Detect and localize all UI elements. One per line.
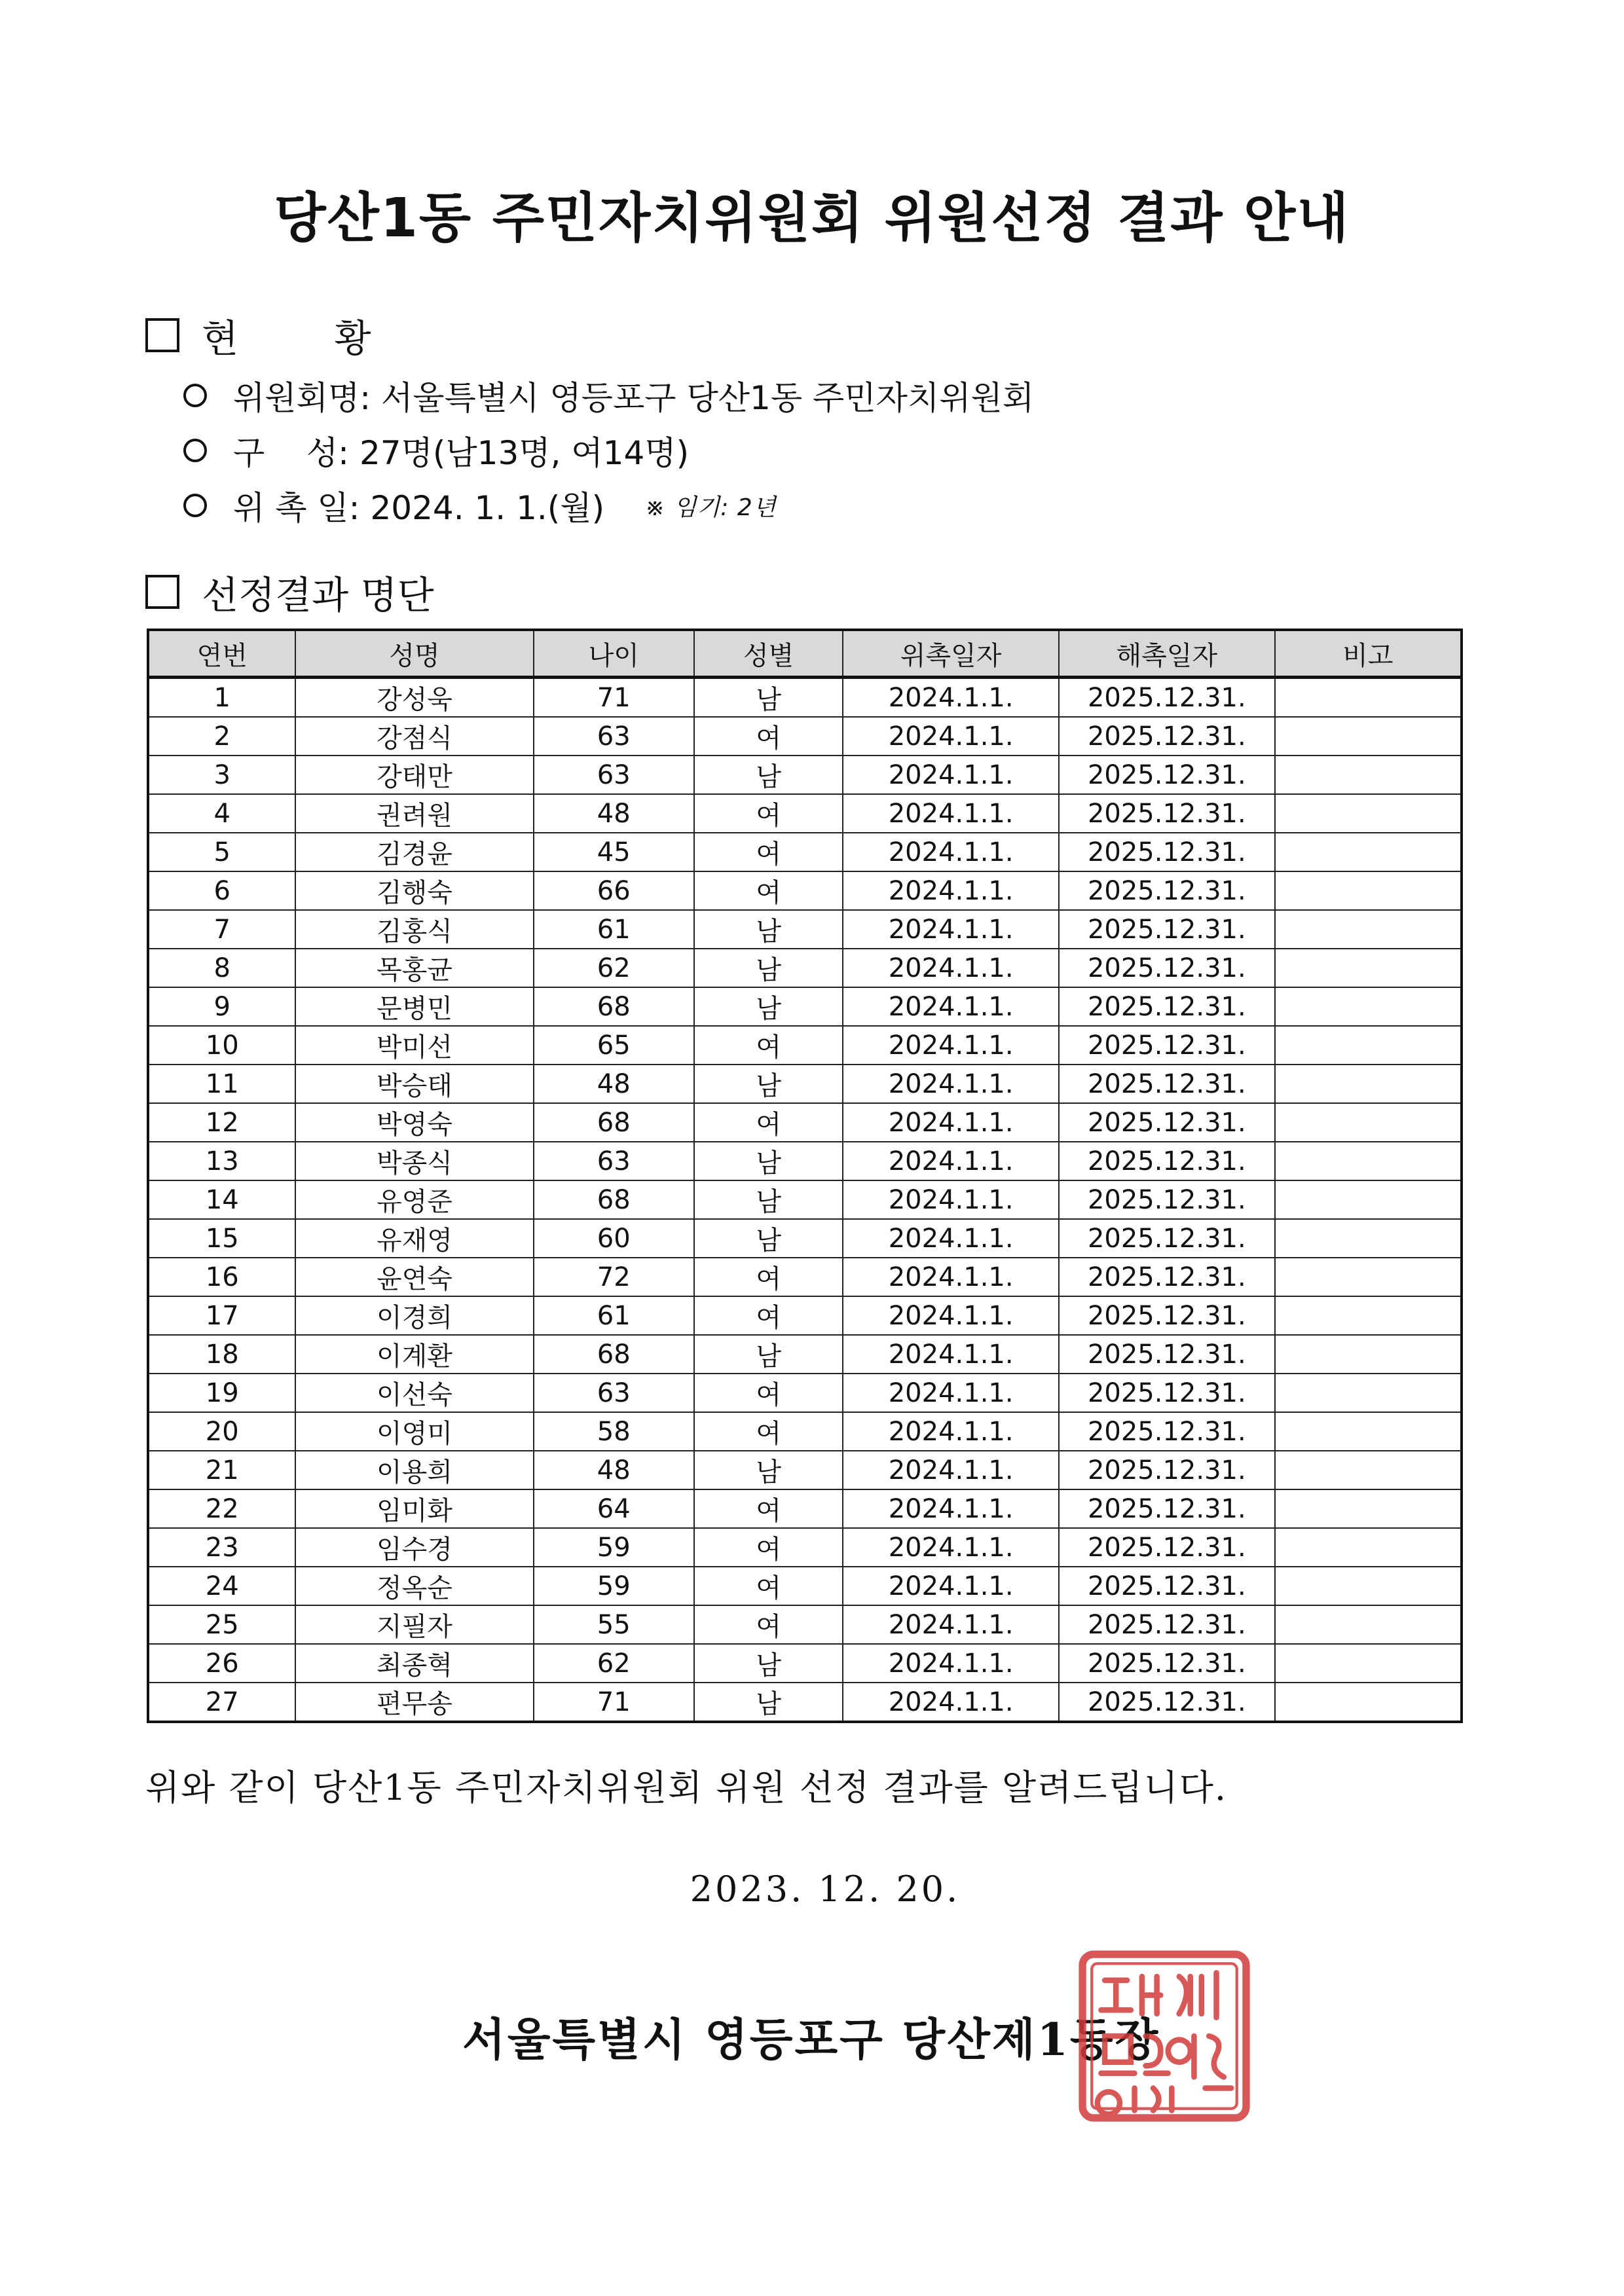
table-row bbox=[148, 1683, 1462, 1722]
table-cell: 이경희 bbox=[295, 1296, 533, 1335]
table-cell: 남 bbox=[694, 1180, 843, 1219]
table-cell: 48 bbox=[534, 1451, 694, 1489]
table-cell: 2025.12.31. bbox=[1059, 1065, 1275, 1103]
table-cell: 63 bbox=[534, 717, 694, 756]
table-cell: 2024.1.1. bbox=[843, 1142, 1059, 1180]
table-row bbox=[148, 1644, 1462, 1683]
table-cell: 편무송 bbox=[295, 1683, 533, 1722]
table-cell: 2024.1.1. bbox=[843, 1451, 1059, 1489]
table-cell: 남 bbox=[694, 1644, 843, 1683]
table-cell bbox=[1275, 756, 1462, 794]
roster-heading-label: 선정결과 명단 bbox=[202, 573, 434, 617]
table-cell: 59 bbox=[534, 1567, 694, 1605]
table-cell: 여 bbox=[694, 794, 843, 833]
checkbox-square-icon bbox=[145, 318, 179, 352]
table-cell: 여 bbox=[694, 1103, 843, 1142]
table-cell: 61 bbox=[534, 910, 694, 949]
table-cell: 박승태 bbox=[295, 1065, 533, 1103]
column-header: 연번 bbox=[148, 630, 295, 678]
table-cell: 2025.12.31. bbox=[1059, 1451, 1275, 1489]
table-cell: 2025.12.31. bbox=[1059, 1335, 1275, 1374]
table-cell: 임미화 bbox=[295, 1489, 533, 1528]
table-cell bbox=[1275, 1026, 1462, 1065]
table-row bbox=[148, 678, 1462, 718]
document-title: 당산1동 주민자치위원회 위원선정 결과 안내 bbox=[274, 187, 1350, 249]
status-item-label: 구 성: bbox=[233, 434, 350, 472]
table-cell: 2024.1.1. bbox=[843, 1296, 1059, 1335]
table-cell bbox=[1275, 910, 1462, 949]
table-cell: 여 bbox=[694, 871, 843, 910]
table-cell: 박영숙 bbox=[295, 1103, 533, 1142]
table-cell: 4 bbox=[148, 794, 295, 833]
table-cell: 문병민 bbox=[295, 987, 533, 1026]
table-cell: 15 bbox=[148, 1219, 295, 1258]
closing-message: 위와 같이 당산1동 주민자치위원회 위원 선정 결과를 알려드립니다. bbox=[145, 1767, 1228, 1808]
table-cell: 68 bbox=[534, 1103, 694, 1142]
table-cell: 2025.12.31. bbox=[1059, 756, 1275, 794]
table-cell: 권려원 bbox=[295, 794, 533, 833]
table-cell bbox=[1275, 1065, 1462, 1103]
table-cell: 2024.1.1. bbox=[843, 910, 1059, 949]
table-cell: 63 bbox=[534, 756, 694, 794]
table-cell: 여 bbox=[694, 1605, 843, 1644]
table-row bbox=[148, 1335, 1462, 1374]
table-row bbox=[148, 1605, 1462, 1644]
table-cell: 지필자 bbox=[295, 1605, 533, 1644]
table-cell bbox=[1275, 1489, 1462, 1528]
table-header-row bbox=[148, 630, 1462, 678]
table-cell: 남 bbox=[694, 1142, 843, 1180]
table-cell: 여 bbox=[694, 1528, 843, 1567]
table-cell bbox=[1275, 1335, 1462, 1374]
table-cell: 2024.1.1. bbox=[843, 678, 1059, 718]
table-row bbox=[148, 1142, 1462, 1180]
table-cell: 17 bbox=[148, 1296, 295, 1335]
table-cell: 남 bbox=[694, 1683, 843, 1722]
table-row bbox=[148, 910, 1462, 949]
table-cell: 2025.12.31. bbox=[1059, 910, 1275, 949]
table-cell: 21 bbox=[148, 1451, 295, 1489]
table-cell: 2024.1.1. bbox=[843, 1412, 1059, 1451]
table-row bbox=[148, 987, 1462, 1026]
table-cell: 2024.1.1. bbox=[843, 1683, 1059, 1722]
table-cell: 남 bbox=[694, 1451, 843, 1489]
table-cell: 2024.1.1. bbox=[843, 717, 1059, 756]
table-cell: 5 bbox=[148, 833, 295, 871]
table-cell: 강태만 bbox=[295, 756, 533, 794]
column-header: 위촉일자 bbox=[843, 630, 1059, 678]
table-row bbox=[148, 949, 1462, 987]
table-cell: 2025.12.31. bbox=[1059, 1683, 1275, 1722]
table-cell: 2025.12.31. bbox=[1059, 1412, 1275, 1451]
table-cell: 2024.1.1. bbox=[843, 1644, 1059, 1683]
table-cell: 강점식 bbox=[295, 717, 533, 756]
table-cell bbox=[1275, 794, 1462, 833]
table-cell: 68 bbox=[534, 1180, 694, 1219]
table-row bbox=[148, 1412, 1462, 1451]
table-cell: 2024.1.1. bbox=[843, 871, 1059, 910]
table-row bbox=[148, 1374, 1462, 1412]
table-cell: 2025.12.31. bbox=[1059, 1219, 1275, 1258]
table-cell: 최종혁 bbox=[295, 1644, 533, 1683]
table-cell: 강성욱 bbox=[295, 678, 533, 718]
table-cell: 62 bbox=[534, 949, 694, 987]
column-header: 성별 bbox=[694, 630, 843, 678]
bullet-circle-icon bbox=[183, 439, 207, 462]
table-cell: 68 bbox=[534, 1335, 694, 1374]
table-body bbox=[148, 678, 1462, 1722]
table-cell: 2024.1.1. bbox=[843, 1065, 1059, 1103]
signatory: 서울특별시 영등포구 당산제1동장 bbox=[462, 2014, 1160, 2066]
table-cell: 2025.12.31. bbox=[1059, 1374, 1275, 1412]
table-cell: 이계환 bbox=[295, 1335, 533, 1374]
table-cell: 유영준 bbox=[295, 1180, 533, 1219]
table-cell: 남 bbox=[694, 756, 843, 794]
table-cell bbox=[1275, 987, 1462, 1026]
table-cell: 2025.12.31. bbox=[1059, 949, 1275, 987]
table-cell: 3 bbox=[148, 756, 295, 794]
table-row bbox=[148, 1103, 1462, 1142]
table-cell: 9 bbox=[148, 987, 295, 1026]
table-cell: 2024.1.1. bbox=[843, 1258, 1059, 1296]
table-row bbox=[148, 833, 1462, 871]
table-cell: 2024.1.1. bbox=[843, 1026, 1059, 1065]
table-cell: 7 bbox=[148, 910, 295, 949]
table-cell bbox=[1275, 1644, 1462, 1683]
table-row bbox=[148, 1180, 1462, 1219]
table-row bbox=[148, 1219, 1462, 1258]
table-cell: 23 bbox=[148, 1528, 295, 1567]
table-cell: 59 bbox=[534, 1528, 694, 1567]
table-cell: 64 bbox=[534, 1489, 694, 1528]
table-cell bbox=[1275, 717, 1462, 756]
table-cell: 임수경 bbox=[295, 1528, 533, 1567]
table-cell: 24 bbox=[148, 1567, 295, 1605]
status-item-value: 2024. 1. 1.(월) bbox=[370, 489, 605, 527]
table-cell: 2024.1.1. bbox=[843, 1374, 1059, 1412]
table-cell: 여 bbox=[694, 1374, 843, 1412]
table-cell: 윤연숙 bbox=[295, 1258, 533, 1296]
bullet-circle-icon bbox=[183, 384, 207, 407]
table-cell: 8 bbox=[148, 949, 295, 987]
table-cell: 2025.12.31. bbox=[1059, 1296, 1275, 1335]
table-cell: 2025.12.31. bbox=[1059, 678, 1275, 718]
table-cell: 유재영 bbox=[295, 1219, 533, 1258]
table-cell: 2024.1.1. bbox=[843, 1489, 1059, 1528]
table-row bbox=[148, 1026, 1462, 1065]
bullet-circle-icon bbox=[183, 494, 207, 517]
table-cell bbox=[1275, 1528, 1462, 1567]
status-item-value: 27명(남13명, 여14명) bbox=[359, 434, 690, 472]
table-cell: 63 bbox=[534, 1142, 694, 1180]
table-cell bbox=[1275, 1296, 1462, 1335]
table-cell: 2025.12.31. bbox=[1059, 794, 1275, 833]
table-cell: 남 bbox=[694, 987, 843, 1026]
table-cell: 여 bbox=[694, 833, 843, 871]
status-heading-label: 현 황 bbox=[202, 316, 413, 361]
table-row bbox=[148, 1489, 1462, 1528]
table-cell: 남 bbox=[694, 678, 843, 718]
table-cell: 20 bbox=[148, 1412, 295, 1451]
status-item-label: 위원회명: bbox=[233, 379, 371, 417]
table-cell: 10 bbox=[148, 1026, 295, 1065]
table-cell: 이영미 bbox=[295, 1412, 533, 1451]
table-cell: 11 bbox=[148, 1065, 295, 1103]
table-cell: 58 bbox=[534, 1412, 694, 1451]
table-cell: 2024.1.1. bbox=[843, 756, 1059, 794]
table-cell: 2025.12.31. bbox=[1059, 1026, 1275, 1065]
table-cell: 이선숙 bbox=[295, 1374, 533, 1412]
table-cell: 2025.12.31. bbox=[1059, 1644, 1275, 1683]
table-cell: 71 bbox=[534, 1683, 694, 1722]
table-cell: 14 bbox=[148, 1180, 295, 1219]
table-cell: 정옥순 bbox=[295, 1567, 533, 1605]
table-cell: 71 bbox=[534, 678, 694, 718]
table-cell: 45 bbox=[534, 833, 694, 871]
status-item-composition bbox=[183, 427, 689, 474]
table-cell: 2025.12.31. bbox=[1059, 871, 1275, 910]
table-cell: 여 bbox=[694, 1026, 843, 1065]
table-cell: 남 bbox=[694, 910, 843, 949]
table-cell: 여 bbox=[694, 1258, 843, 1296]
column-header: 성명 bbox=[295, 630, 533, 678]
table-cell: 2025.12.31. bbox=[1059, 1605, 1275, 1644]
table-cell: 22 bbox=[148, 1489, 295, 1528]
table-cell: 남 bbox=[694, 949, 843, 987]
table-cell: 2 bbox=[148, 717, 295, 756]
roster-heading bbox=[145, 564, 434, 619]
table-cell: 2024.1.1. bbox=[843, 1605, 1059, 1644]
column-header: 비고 bbox=[1275, 630, 1462, 678]
column-header: 나이 bbox=[534, 630, 694, 678]
table-cell: 김행숙 bbox=[295, 871, 533, 910]
table-cell: 61 bbox=[534, 1296, 694, 1335]
table-cell: 60 bbox=[534, 1219, 694, 1258]
table-cell: 2024.1.1. bbox=[843, 794, 1059, 833]
status-item-label: 위 촉 일: bbox=[233, 489, 360, 527]
table-cell bbox=[1275, 1605, 1462, 1644]
table-cell: 2024.1.1. bbox=[843, 833, 1059, 871]
status-item-appointment-date bbox=[183, 482, 777, 529]
table-cell: 박종식 bbox=[295, 1142, 533, 1180]
table-cell: 16 bbox=[148, 1258, 295, 1296]
table-cell: 18 bbox=[148, 1335, 295, 1374]
table-cell bbox=[1275, 1683, 1462, 1722]
column-header: 해촉일자 bbox=[1059, 630, 1275, 678]
table-cell bbox=[1275, 949, 1462, 987]
table-cell: 2024.1.1. bbox=[843, 1567, 1059, 1605]
table-row bbox=[148, 1567, 1462, 1605]
table-cell: 48 bbox=[534, 794, 694, 833]
table-cell: 68 bbox=[534, 987, 694, 1026]
table-cell: 2024.1.1. bbox=[843, 1335, 1059, 1374]
table-row bbox=[148, 871, 1462, 910]
table-cell bbox=[1275, 1258, 1462, 1296]
table-cell: 여 bbox=[694, 1296, 843, 1335]
table-cell: 12 bbox=[148, 1103, 295, 1142]
table-cell: 남 bbox=[694, 1335, 843, 1374]
table-cell: 김홍식 bbox=[295, 910, 533, 949]
members-table bbox=[147, 629, 1463, 1723]
table-row bbox=[148, 794, 1462, 833]
table-cell: 여 bbox=[694, 1567, 843, 1605]
table-cell: 2024.1.1. bbox=[843, 1528, 1059, 1567]
table-cell: 2025.12.31. bbox=[1059, 1567, 1275, 1605]
table-cell: 66 bbox=[534, 871, 694, 910]
table-cell: 65 bbox=[534, 1026, 694, 1065]
table-cell: 2025.12.31. bbox=[1059, 1528, 1275, 1567]
table-cell: 남 bbox=[694, 1065, 843, 1103]
issue-date: 2023. 12. 20. bbox=[690, 1868, 961, 1910]
table-cell bbox=[1275, 1567, 1462, 1605]
table-cell: 6 bbox=[148, 871, 295, 910]
table-cell bbox=[1275, 871, 1462, 910]
table-row bbox=[148, 1258, 1462, 1296]
table-row bbox=[148, 1065, 1462, 1103]
table-cell: 2024.1.1. bbox=[843, 1219, 1059, 1258]
table-cell: 여 bbox=[694, 1412, 843, 1451]
table-cell: 62 bbox=[534, 1644, 694, 1683]
table-cell: 19 bbox=[148, 1374, 295, 1412]
table-cell: 남 bbox=[694, 1219, 843, 1258]
table-cell bbox=[1275, 1219, 1462, 1258]
table-cell bbox=[1275, 1180, 1462, 1219]
table-cell: 2025.12.31. bbox=[1059, 1180, 1275, 1219]
table-row bbox=[148, 1296, 1462, 1335]
table-cell: 27 bbox=[148, 1683, 295, 1722]
table-cell bbox=[1275, 1412, 1462, 1451]
table-cell: 목홍균 bbox=[295, 949, 533, 987]
table-cell: 25 bbox=[148, 1605, 295, 1644]
table-cell: 2025.12.31. bbox=[1059, 1142, 1275, 1180]
table-cell bbox=[1275, 1374, 1462, 1412]
table-cell: 2024.1.1. bbox=[843, 987, 1059, 1026]
table-cell: 1 bbox=[148, 678, 295, 718]
table-row bbox=[148, 1451, 1462, 1489]
table-cell bbox=[1275, 1103, 1462, 1142]
table-cell: 2025.12.31. bbox=[1059, 1258, 1275, 1296]
table-cell: 여 bbox=[694, 717, 843, 756]
status-heading bbox=[145, 308, 413, 363]
table-cell: 2025.12.31. bbox=[1059, 1489, 1275, 1528]
table-cell: 55 bbox=[534, 1605, 694, 1644]
table-cell bbox=[1275, 678, 1462, 718]
table-cell: 박미선 bbox=[295, 1026, 533, 1065]
table-row bbox=[148, 1528, 1462, 1567]
checkbox-square-icon bbox=[145, 575, 179, 609]
table-cell: 김경윤 bbox=[295, 833, 533, 871]
table-cell: 13 bbox=[148, 1142, 295, 1180]
table-cell bbox=[1275, 1451, 1462, 1489]
table-cell: 2025.12.31. bbox=[1059, 1103, 1275, 1142]
table-cell: 2024.1.1. bbox=[843, 1103, 1059, 1142]
status-item-value: 서울특별시 영등포구 당산1동 주민자치위원회 bbox=[380, 379, 1035, 417]
table-cell: 63 bbox=[534, 1374, 694, 1412]
table-cell: 72 bbox=[534, 1258, 694, 1296]
status-item-committee-name bbox=[183, 372, 1034, 419]
official-seal-stamp-icon bbox=[1071, 1943, 1257, 2129]
term-note: ※ 임기: 2년 bbox=[645, 494, 777, 521]
table-cell: 48 bbox=[534, 1065, 694, 1103]
table-row bbox=[148, 717, 1462, 756]
table-row bbox=[148, 756, 1462, 794]
table-cell: 여 bbox=[694, 1489, 843, 1528]
table-cell bbox=[1275, 833, 1462, 871]
table-cell: 2024.1.1. bbox=[843, 949, 1059, 987]
table-cell bbox=[1275, 1142, 1462, 1180]
table-cell: 2025.12.31. bbox=[1059, 833, 1275, 871]
table-cell: 이용희 bbox=[295, 1451, 533, 1489]
table-cell: 2025.12.31. bbox=[1059, 717, 1275, 756]
table-cell: 2025.12.31. bbox=[1059, 987, 1275, 1026]
table-cell: 26 bbox=[148, 1644, 295, 1683]
table-cell: 2024.1.1. bbox=[843, 1180, 1059, 1219]
